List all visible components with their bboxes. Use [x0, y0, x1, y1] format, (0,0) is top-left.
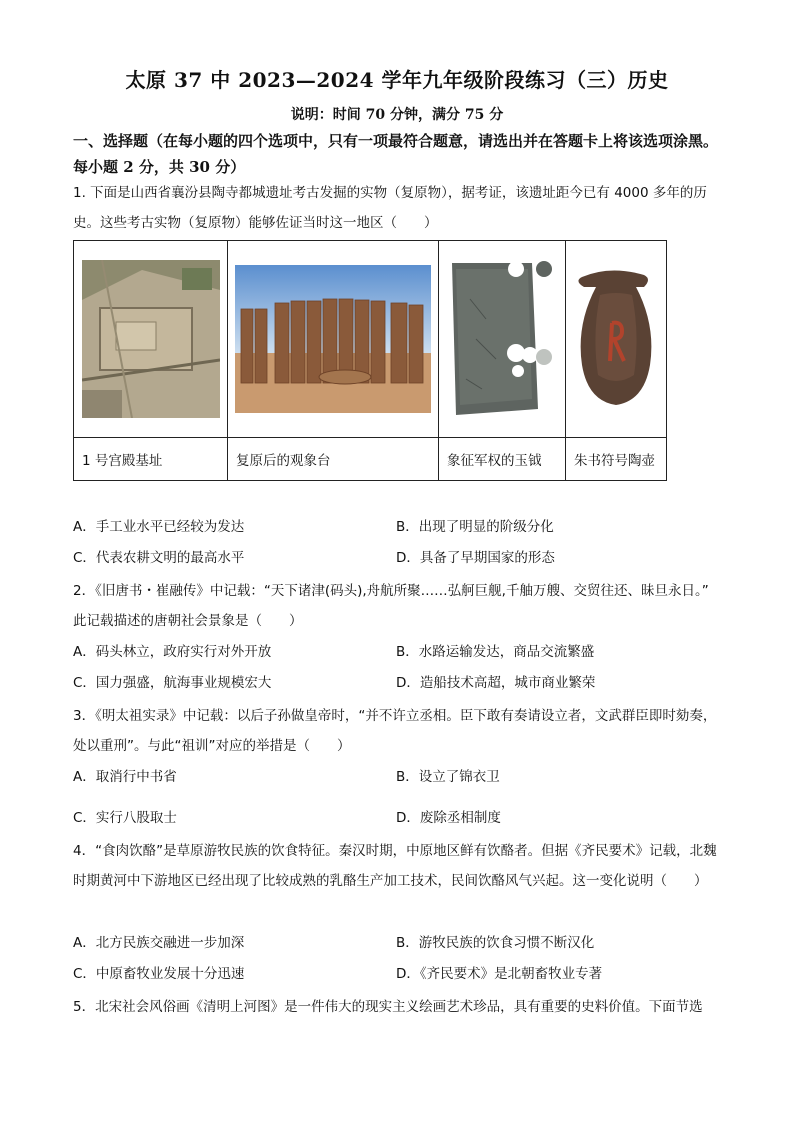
option-a: A．手工业水平已经较为发达 [73, 519, 245, 535]
option-d: D．造船技术高超，城市商业繁荣 [396, 675, 596, 691]
palace-site-aerial-image [82, 260, 220, 418]
artifact-image-cell [228, 241, 439, 438]
observatory-image [235, 265, 431, 413]
artifact-caption: 复原后的观象台 [228, 438, 439, 481]
option-d: D．具备了早期国家的形态 [396, 550, 555, 566]
option-b: B．出现了明显的阶级分化 [396, 519, 554, 535]
artifact-caption: 象征军权的玉钺 [439, 438, 566, 481]
artifact-caption: 1 号宫殿基址 [74, 438, 228, 481]
option-d: D．废除丞相制度 [396, 810, 501, 826]
artifact-image-cell [74, 241, 228, 438]
option-a: A．取消行中书省 [73, 769, 177, 785]
page-title: 太原 37 中 2023—2024 学年九年级阶段练习（三）历史 [125, 68, 669, 92]
question-2-stem: 2．《旧唐书・崔融传》中记载：“天下诸津(码头),舟航所聚……弘舸巨舰,千舳万艘、交贸往还、昧旦永日。” 此记载描述的唐朝社会景象是（ ） [73, 583, 709, 629]
exam-instructions: 说明：时间 70 分钟，满分 75 分 [290, 107, 504, 123]
option-b: B．水路运输发达，商品交流繁盛 [396, 644, 595, 660]
artifact-image-cell [439, 241, 566, 438]
option-c: C．中原畜牧业发展十分迅速 [73, 966, 245, 982]
option-d: D．《齐民要术》是北朝畜牧业专著 [396, 966, 603, 982]
question-1-stem: 1. 下面是山西省襄汾县陶寺都城遗址考古发掘的实物（复原物），据考证，该遗址距今已有 4000 多年的历史。这些考古实物（复原物）能够佐证当时这一地区（ ） [73, 185, 707, 231]
pottery-jar-image [570, 265, 662, 413]
option-a: A．北方民族交融进一步加深 [73, 935, 245, 951]
option-c: C．实行八股取士 [73, 810, 177, 826]
artifact-caption: 朱书符号陶壶 [566, 438, 667, 481]
artifact-image-cell [566, 241, 667, 438]
option-a: A．码头林立，政府实行对外开放 [73, 644, 272, 660]
jade-axe-image [446, 259, 558, 419]
option-b: B．游牧民族的饮食习惯不断汉化 [396, 935, 595, 951]
question-5-stem: 5．北宋社会风俗画《清明上河图》是一件伟大的现实主义绘画艺术珍品，具有重要的史料价值。下面节选 [73, 999, 703, 1015]
option-c: C．代表农耕文明的最高水平 [73, 550, 245, 566]
option-b: B．设立了锦衣卫 [396, 769, 500, 785]
option-c: C．国力强盛，航海事业规模宏大 [73, 675, 272, 691]
question-4-stem: 4．“食肉饮酪”是草原游牧民族的饮食特征。秦汉时期，中原地区鲜有饮酪者。但据《齐民要术》记载，北魏时期黄河中下游地区已经出现了比较成熟的乳酪生产加工技术，民间饮酪风气兴起。这一变化说明（ ） [73, 843, 717, 889]
artifact-table [73, 240, 667, 481]
section-heading: 一、选择题（在每小题的四个选项中，只有一项最符合题意，请选出并在答题卡上将该选项涂黑。每小题 2 分，共 30 分） [73, 132, 719, 176]
question-3-stem: 3．《明太祖实录》中记载：以后子孙做皇帝时，“并不许立丞相。臣下敢有奏请设立者，文武群臣即时劾奏，处以重刑”。与此“祖训”对应的举措是（ ） [73, 708, 717, 754]
